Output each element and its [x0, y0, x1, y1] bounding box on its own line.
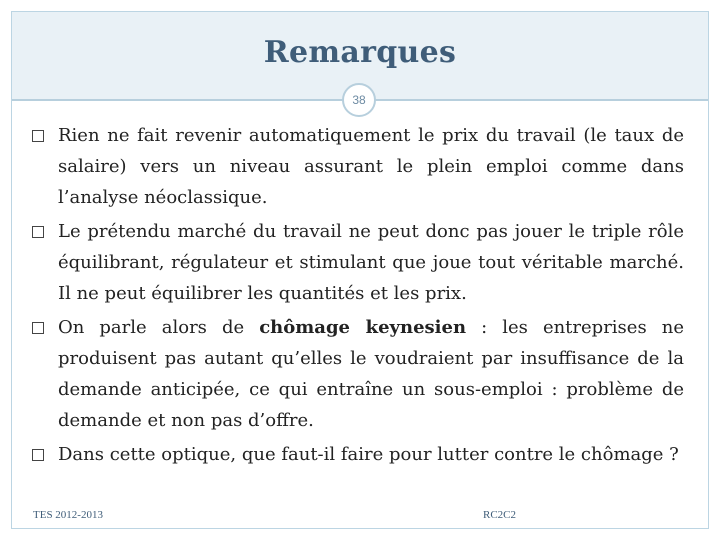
bullet-item	[32, 120, 684, 213]
bullet-item	[32, 312, 684, 436]
bullet-item	[32, 439, 684, 470]
footer-center-text: RC2C2	[483, 509, 517, 521]
bullet-item	[32, 216, 684, 309]
page-number: 38	[352, 93, 366, 107]
checkbox-bullet-icon	[32, 449, 44, 461]
checkbox-bullet-icon	[32, 322, 44, 334]
checkbox-bullet-icon	[32, 130, 44, 142]
bullet-keyword: chômage keynesien	[259, 317, 467, 338]
bullet-text: Le prétendu marché du travail ne peut donc pas jouer le triple rôle équilibrant, régulateur et stimulant que joue tout véritable marché. Il ne peut équilibrer les quantités et les prix.	[58, 221, 684, 304]
footer-left-text: TES 2012-2013	[33, 509, 103, 521]
checkbox-bullet-icon	[32, 226, 44, 238]
bullet-text-after: : les entreprises ne produisent pas autant qu’elles le voudraient par insuffisance de la demande anticipée, ce qui entraîne un sous-emploi : problème de demande et non pas d’offre.	[58, 317, 684, 431]
bullet-text: Dans cette optique, que faut-il faire pour lutter contre le chômage ?	[58, 444, 679, 465]
bullet-text: Rien ne fait revenir automatiquement le prix du travail (le taux de salaire) vers un niveau assurant le plein emploi comme dans l’analyse néoclassique.	[58, 125, 684, 208]
bullet-text-before: On parle alors de	[58, 317, 260, 338]
slide-title: Remarques	[263, 35, 457, 70]
slide-content	[32, 120, 684, 473]
page-number-badge	[342, 83, 376, 117]
